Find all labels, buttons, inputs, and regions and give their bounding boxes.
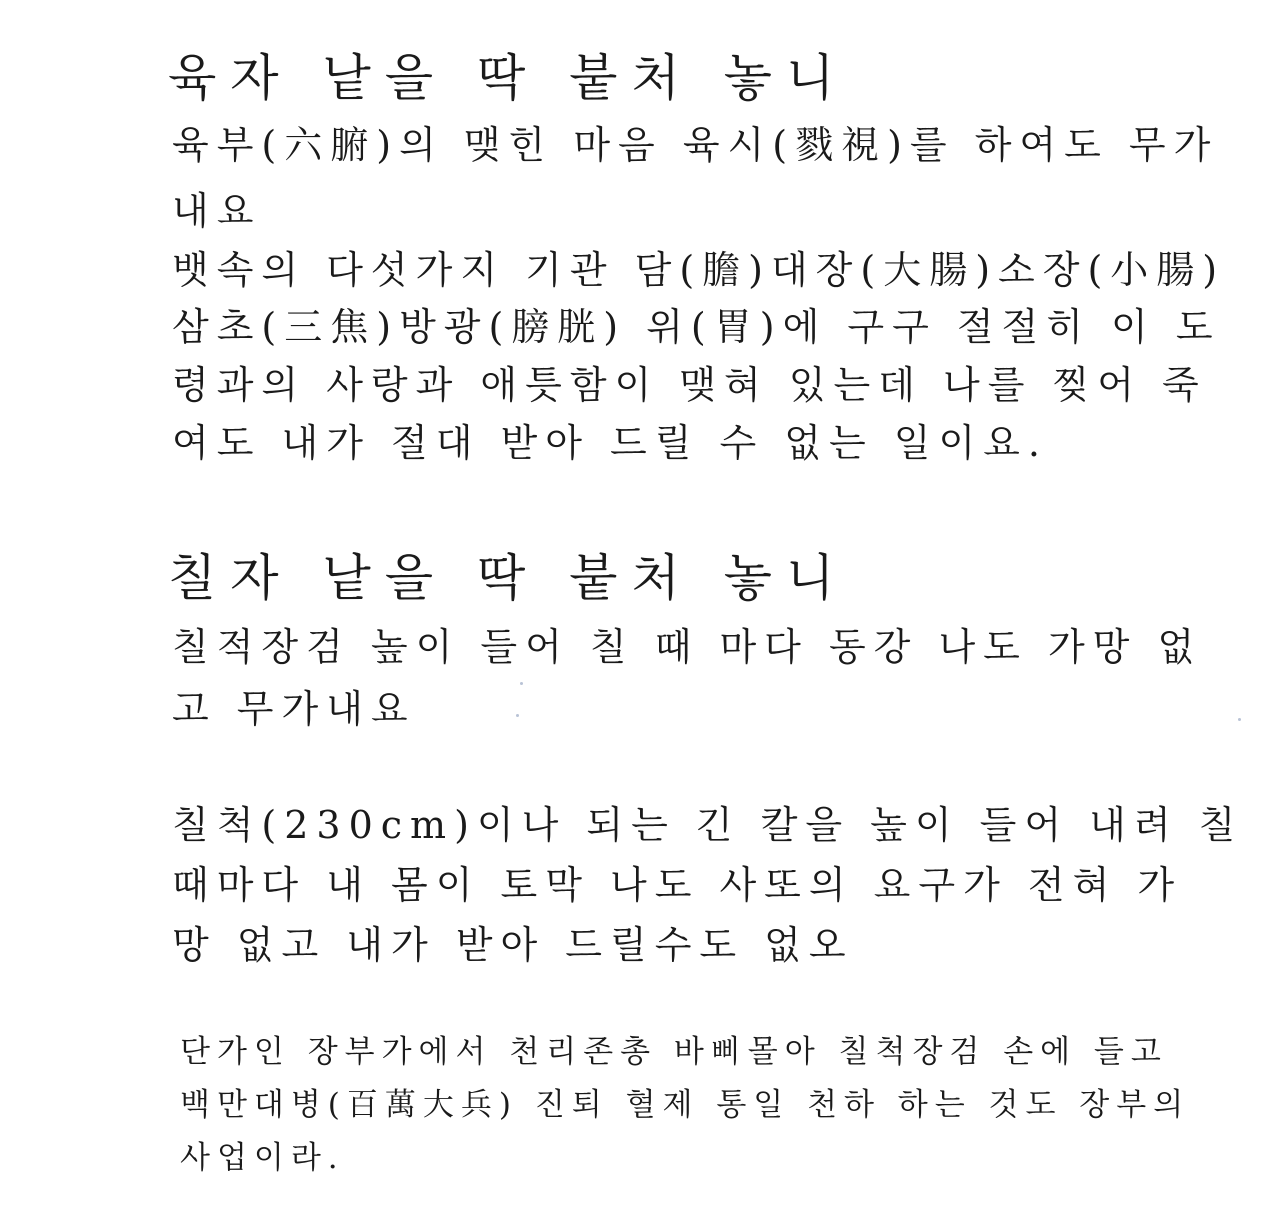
scan-speck xyxy=(520,682,523,685)
section-1-line-6: 여도 내가 절대 받아 드릴 수 없는 일이요. xyxy=(172,421,1048,465)
section-1-line-5: 령과의 사랑과 애틋함이 맺혀 있는데 나를 찢어 죽 xyxy=(172,363,1207,407)
section-1-line-3: 뱃속의 다섯가지 기관 담(膽)대장(大腸)소장(小腸) xyxy=(172,248,1226,292)
section-1-line-1: 육부(六腑)의 맺힌 마음 육시(戮視)를 하여도 무가 xyxy=(172,123,1219,167)
note-line-2: 백만대병(百萬大兵) 진퇴 혈제 통일 천하 하는 것도 장부의 xyxy=(180,1087,1191,1123)
scan-speck xyxy=(1238,718,1241,721)
section-1-line-2: 내요 xyxy=(172,189,262,233)
section-2-explanation-3: 망 없고 내가 받아 드릴수도 없오 xyxy=(172,923,854,967)
section-2-line-1: 칠적장검 높이 들어 칠 때 마다 동강 나도 가망 없 xyxy=(172,625,1203,669)
section-2-explanation-2: 때마다 내 몸이 토막 나도 사또의 요구가 전혀 가 xyxy=(172,863,1183,907)
section-2-line-2: 고 무가내요 xyxy=(172,687,416,731)
note-line-3: 사업이라. xyxy=(180,1140,345,1176)
section-2-explanation-1: 칠척(230cm)이나 되는 긴 칼을 높이 들어 내려 칠 xyxy=(172,803,1244,847)
section-1-heading: 육자 낱을 딱 붙처 놓니 xyxy=(168,49,849,107)
section-1-line-4: 삼초(三焦)방광(膀胱) 위(胃)에 구구 절절히 이 도 xyxy=(172,305,1221,349)
section-2-heading: 칠자 낱을 딱 붙처 놓니 xyxy=(168,549,849,607)
scan-speck xyxy=(516,714,519,717)
note-line-1: 단가인 장부가에서 천리존총 바삐몰아 칠척장검 손에 들고 xyxy=(180,1034,1168,1070)
